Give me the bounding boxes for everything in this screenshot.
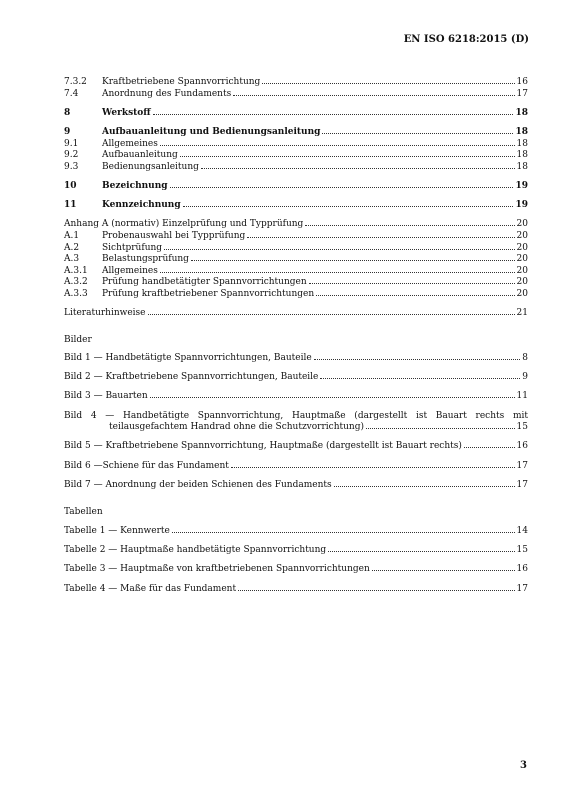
table-title: Tabelle 4 — Maße für das Fundament xyxy=(64,583,237,594)
leader-dots xyxy=(160,145,515,146)
toc-entry[interactable] xyxy=(64,77,528,89)
toc-page: 19 xyxy=(515,200,528,211)
leader-dots xyxy=(164,249,515,250)
figure-title: Bild 4 — Handbetätigte Spannvorrichtung, Hauptmaße (dargestellt ist Bauart rechts mit xyxy=(64,410,528,421)
toc-page: 16 xyxy=(516,77,528,87)
toc-title: Bedienungsanleitung xyxy=(102,161,199,172)
toc-page: 20 xyxy=(516,230,528,241)
toc-page: 17 xyxy=(516,88,528,99)
toc-entry[interactable] xyxy=(64,162,528,174)
leader-dots xyxy=(148,314,515,315)
toc-number: A.2 xyxy=(64,242,80,253)
toc-title: Prüfung handbetätigter Spannvorrichtungen xyxy=(102,277,307,288)
toc-page: 20 xyxy=(516,265,528,276)
toc-title: Kraftbetriebene Spannvorrichtung xyxy=(102,77,261,87)
table-title: Tabelle 3 — Hauptmaße von kraftbetriebenen Spannvorrichtungen xyxy=(64,564,370,575)
toc-page: 18 xyxy=(516,161,528,172)
toc-title: Aufbauanleitung und Bedienungsanleitung xyxy=(102,126,321,137)
page-number: 3 xyxy=(520,760,527,771)
figure-title: Bild 7 — Anordnung der beiden Schienen des Fundaments xyxy=(64,479,332,490)
table-entry[interactable] xyxy=(64,526,528,538)
toc-page: 20 xyxy=(516,288,528,299)
leader-dots xyxy=(201,168,515,169)
figure-title: Bild 6 —Schiene für das Fundament xyxy=(64,460,229,471)
table-title: Tabelle 1 — Kennwerte xyxy=(64,526,170,536)
leader-dots xyxy=(233,95,514,96)
toc-page: 18 xyxy=(516,150,528,161)
toc-number: A.3 xyxy=(64,254,80,265)
toc-page: 18 xyxy=(515,126,528,137)
toc-number: 9 xyxy=(64,126,71,137)
figure-page: 17 xyxy=(516,460,528,471)
table-entry[interactable] xyxy=(64,564,528,576)
toc-entry[interactable] xyxy=(64,200,528,212)
leader-dots xyxy=(464,447,515,448)
leader-dots xyxy=(231,467,515,468)
toc-title: Anordnung des Fundaments xyxy=(102,88,232,99)
toc-page: 19 xyxy=(515,180,528,191)
toc-number: A.3.3 xyxy=(64,288,88,299)
leader-dots xyxy=(334,486,515,487)
leader-dots xyxy=(172,532,515,533)
toc-page: 20 xyxy=(516,242,528,253)
toc-entry[interactable] xyxy=(64,231,528,243)
figure-entry[interactable] xyxy=(64,353,528,365)
figure-page: 11 xyxy=(516,391,528,402)
leader-dots xyxy=(180,156,515,157)
toc-title: Sichtprüfung xyxy=(102,242,163,253)
toc-title: Probenauswahl bei Typprüfung xyxy=(102,230,246,241)
document-header: EN ISO 6218:2015 (D) xyxy=(403,34,529,45)
table-entry[interactable] xyxy=(64,545,528,557)
toc-title: Anhang A (normativ) Einzelprüfung und Typprüfung xyxy=(64,219,304,230)
toc-entry[interactable] xyxy=(64,89,528,101)
figure-page: 17 xyxy=(516,479,528,490)
leader-dots xyxy=(247,237,514,238)
leader-dots xyxy=(314,359,521,360)
figure-page: 8 xyxy=(522,353,528,363)
figure-entry[interactable] xyxy=(64,411,528,434)
toc-number: A.3.1 xyxy=(64,265,88,276)
leader-dots xyxy=(305,225,514,226)
toc-entry[interactable] xyxy=(64,266,528,278)
toc-page: 18 xyxy=(515,107,528,118)
figure-title: Bild 5 — Kraftbetriebene Spannvorrichtung, Hauptmaße (dargestellt ist Bauart rechts) xyxy=(64,441,462,452)
leader-dots xyxy=(160,272,515,273)
table-page: 17 xyxy=(516,583,528,594)
table-page: 16 xyxy=(516,564,528,575)
toc-number: 9.2 xyxy=(64,150,79,161)
toc-number: 8 xyxy=(64,107,71,118)
table-page: 14 xyxy=(516,526,528,536)
toc-number: A.1 xyxy=(64,230,80,241)
toc-page: 20 xyxy=(516,219,528,230)
figure-title-continued: teilausgefachtem Handrad ohne die Schutzvorrichtung) xyxy=(109,422,364,433)
toc-page: 20 xyxy=(516,254,528,265)
toc-number: 7.4 xyxy=(64,88,79,99)
leader-dots xyxy=(322,133,513,134)
figure-page: 9 xyxy=(522,372,528,383)
leader-dots xyxy=(366,428,515,429)
figure-title: Bild 1 — Handbetätigte Spannvorrichtungen, Bauteile xyxy=(64,353,312,363)
toc-title: Prüfung kraftbetriebener Spannvorrichtungen xyxy=(102,288,315,299)
toc-title: Werkstoff xyxy=(102,107,151,118)
figures-heading: Bilder xyxy=(64,335,92,345)
table-entry[interactable] xyxy=(64,584,528,596)
toc-number: 7.3.2 xyxy=(64,77,87,87)
toc-entry[interactable] xyxy=(64,289,528,301)
table-page: 15 xyxy=(516,545,528,556)
figure-entry[interactable] xyxy=(64,372,528,384)
figure-entry[interactable] xyxy=(64,391,528,403)
toc-title: Belastungsprüfung xyxy=(102,254,189,265)
leader-dots xyxy=(320,378,520,379)
toc-list xyxy=(64,77,528,320)
toc-title: Bezeichnung xyxy=(102,180,168,191)
figure-title: Bild 3 — Bauarten xyxy=(64,391,148,402)
leader-dots xyxy=(372,570,515,571)
toc-number: 9.3 xyxy=(64,161,79,172)
leader-dots xyxy=(183,206,514,207)
leader-dots xyxy=(316,295,514,296)
toc-title: Allgemeines xyxy=(102,138,158,149)
toc-entry[interactable] xyxy=(64,150,528,162)
leader-dots xyxy=(191,260,515,261)
leader-dots xyxy=(170,187,514,188)
figure-entry[interactable] xyxy=(64,480,528,492)
leader-dots xyxy=(328,551,514,552)
toc-number: 11 xyxy=(64,200,77,211)
leader-dots xyxy=(309,283,515,284)
tables-list xyxy=(64,526,528,595)
leader-dots xyxy=(262,83,514,84)
figure-entry[interactable] xyxy=(64,461,528,473)
toc-title: Kennzeichnung xyxy=(102,200,181,211)
toc-entry[interactable] xyxy=(64,254,528,266)
toc-entry[interactable] xyxy=(64,108,528,120)
toc-number: 9.1 xyxy=(64,138,79,149)
toc-number: 10 xyxy=(64,180,77,191)
tables-heading: Tabellen xyxy=(64,507,103,517)
toc-entry-annex[interactable] xyxy=(64,219,528,231)
toc-page: 18 xyxy=(516,138,528,149)
toc-title: Literaturhinweise xyxy=(64,308,146,319)
toc-entry[interactable] xyxy=(64,181,528,193)
toc-entry[interactable] xyxy=(64,139,528,151)
figures-list xyxy=(64,353,528,491)
leader-dots xyxy=(150,397,515,398)
toc-entry-bibliography[interactable] xyxy=(64,308,528,320)
toc-entry[interactable] xyxy=(64,277,528,289)
leader-dots xyxy=(153,114,514,115)
leader-dots xyxy=(238,590,514,591)
figure-page: 15 xyxy=(516,422,528,433)
table-title: Tabelle 2 — Hauptmaße handbetätigte Spannvorrichtung xyxy=(64,545,327,556)
toc-entry[interactable] xyxy=(64,243,528,255)
toc-entry[interactable] xyxy=(64,127,528,139)
toc-page: 20 xyxy=(516,277,528,288)
figure-title: Bild 2 — Kraftbetriebene Spannvorrichtungen, Bauteile xyxy=(64,372,319,383)
toc-title: Allgemeines xyxy=(102,265,158,276)
toc-page: 21 xyxy=(516,308,528,319)
figure-page: 16 xyxy=(516,441,528,452)
figure-entry[interactable] xyxy=(64,441,528,453)
toc-number: A.3.2 xyxy=(64,277,88,288)
toc-title: Aufbauanleitung xyxy=(102,150,178,161)
